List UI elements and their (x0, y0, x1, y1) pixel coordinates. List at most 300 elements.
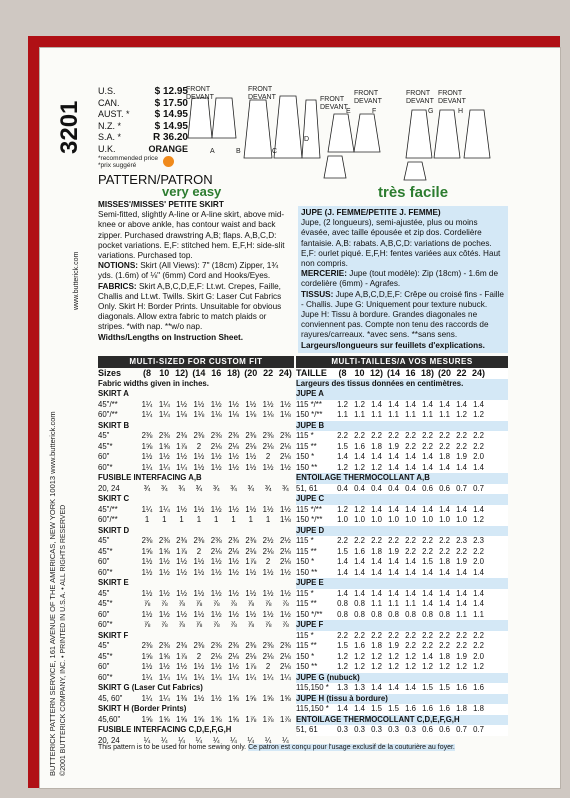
table-cell: 1.4 (388, 567, 399, 577)
table-cell: 0.8 (337, 599, 348, 608)
table-section-label: SKIRT C (98, 494, 130, 503)
table-cell: 2⅛ (279, 557, 291, 566)
row-width-label: 60"/** (98, 515, 118, 524)
table-cell: 1½ (279, 609, 291, 619)
table-cell: 2⅜ (210, 641, 222, 650)
table-cell: 1⅛ (279, 410, 291, 419)
table-cell: 1¼ (210, 672, 222, 682)
table-cell: 1.4 (354, 557, 365, 566)
table-cell: 1 (231, 515, 236, 524)
table-cell: 1.4 (371, 452, 382, 461)
table-cell: 1.2 (388, 651, 399, 661)
table-cell: 1¼ (176, 462, 188, 472)
table-cell: 2.2 (422, 630, 433, 640)
table-cell: 1 (179, 515, 184, 524)
table-cell: 0.3 (371, 725, 382, 734)
table-row (98, 673, 294, 684)
table-cell: 1.9 (456, 452, 467, 461)
table-cell: 2.2 (456, 630, 467, 640)
english-notions: NOTIONS: Skirt (All Views): 7" (18cm) Zipper, 1¾ yds. (1.6m) of ⅛" (6mm) Cord and Hooks/Eyes. (98, 261, 279, 281)
table-cell: 0.8 (354, 599, 365, 608)
table-cell: 1½ (262, 588, 274, 598)
table-cell: 2 (196, 651, 202, 661)
table-cell: ¾ (178, 483, 185, 493)
table-cell: 1.4 (439, 588, 450, 598)
row-width-label: 60" (98, 609, 110, 619)
table-row (98, 694, 294, 705)
table-cell: 1¼ (262, 672, 274, 682)
table-row (98, 662, 294, 673)
table-cell: 1.4 (337, 704, 348, 713)
table-cell: 1.2 (439, 662, 450, 671)
table-cell: ⅞ (161, 599, 168, 608)
table-cell: 2⅜ (245, 431, 257, 440)
table-cell: 1½ (176, 662, 188, 671)
table-cell: 1.4 (371, 588, 382, 598)
table-cell: 1⅝ (210, 714, 222, 724)
table-cell: ⅞ (230, 620, 237, 629)
table-cell: 1½ (245, 462, 257, 472)
table-cell: 0.4 (354, 483, 365, 493)
table-row (98, 715, 294, 726)
table-row (98, 568, 294, 579)
table-cell: 1¼ (141, 504, 153, 514)
english-body: Semi-fitted, slightly A-line or A-line skirt, above mid-knee or above ankle, has contour waist and back zipper. Purchased drawstring A,B; flaps. A,B,C,D: pocket variations. E,F: stitched hem. E,F,H: side-slit variations. Purchased top. (98, 210, 285, 261)
english-widths-note: Widths/Lengths on Instruction Sheet. (98, 332, 244, 342)
table-cell: 1.2 (354, 651, 365, 661)
copyright-line: ©2001 BUTTERICK COMPANY, INC. • PRINTED IN U.S.A. • ALL RIGHTS RESERVED (60, 504, 67, 776)
table-cell: 2 (265, 662, 271, 671)
table-cell: 1.1 (456, 609, 467, 619)
table-cell: 1⅝ (228, 714, 239, 724)
table-cell: 0.3 (337, 725, 348, 734)
table-cell: 1½ (262, 504, 274, 514)
table-cell: 2.2 (439, 546, 450, 556)
table-cell: 1½ (176, 567, 188, 577)
table-section-label: JUPE A (296, 389, 508, 400)
table-cell: 1⅝ (158, 714, 170, 724)
table-cell: 1.4 (388, 557, 399, 566)
row-width-label: 45, 60" (98, 693, 123, 703)
table-cell: 1½ (279, 399, 291, 409)
table-cell: 1.5 (439, 683, 450, 692)
table-cell: ⅞ (178, 599, 185, 608)
row-width-label: 60"* (98, 672, 113, 682)
table-cell: 2.2 (422, 536, 433, 545)
table-cell: 1½ (245, 504, 257, 514)
table-cell: 1.4 (456, 599, 467, 608)
table-cell: 2⅜ (279, 641, 291, 650)
table-row (98, 431, 294, 442)
table-cell: 2.3 (473, 536, 484, 545)
table-cell: 1.2 (371, 651, 382, 661)
table-cell: 1.4 (473, 462, 484, 472)
table-row (98, 463, 294, 474)
table-cell: 1⅝ (262, 693, 274, 703)
table-cell: 1¼ (141, 410, 153, 419)
table-cell: 2.0 (473, 651, 484, 661)
table-row (98, 442, 294, 453)
front-devant-label: FRONT DEVANT (406, 90, 434, 105)
row-width-label: 45,60" (98, 714, 121, 724)
table-cell: 1½ (228, 399, 239, 409)
table-cell: 1.1 (371, 599, 382, 608)
table-cell: 1½ (158, 662, 170, 671)
table-cell: 1.4 (439, 567, 450, 577)
table-cell: 2⅛ (279, 662, 291, 671)
row-width-label: 60" (98, 452, 110, 461)
table-section-label: FUSIBLE INTERFACING C,D,E,F,G,H (98, 725, 232, 734)
table-cell: 2.0 (473, 452, 484, 461)
table-cell: 1.1 (388, 599, 399, 608)
table-row (296, 652, 508, 663)
table-cell: 1.4 (388, 399, 399, 409)
table-cell: 1.6 (422, 704, 433, 713)
table-cell: 1½ (210, 693, 222, 703)
table-row (296, 484, 508, 495)
table-cell: 1.4 (439, 462, 450, 472)
row-width-label: 115 * (296, 536, 314, 545)
table-row (296, 463, 508, 474)
table-cell: 1 (214, 515, 219, 524)
front-devant-label: FRONT DEVANT (248, 86, 276, 101)
table-cell: 2⅜ (176, 536, 188, 545)
table-section-label: JUPE H (tissu à bordure) (296, 694, 508, 705)
sizes-row: TAILLE (8 10 12) (14 16 18) (20 22 24) (296, 368, 485, 378)
table-cell: 1½ (210, 567, 222, 577)
table-cell: 2.2 (439, 536, 450, 545)
table-cell: 1.4 (405, 683, 416, 692)
table-cell: 2½ (262, 536, 274, 545)
table-row (296, 610, 508, 621)
table-cell: 1½ (245, 399, 257, 409)
table-cell: 1⅝ (141, 651, 153, 661)
table-cell: 2.2 (405, 536, 416, 545)
table-cell: 2.2 (405, 630, 416, 640)
table-cell: 1 (248, 515, 253, 524)
table-cell: 1.3 (337, 683, 348, 692)
website-label: www.butterick.com (73, 251, 80, 310)
table-cell: 1.1 (371, 410, 382, 419)
table-cell: 1.4 (422, 452, 433, 461)
row-width-label: 115 ** (296, 546, 317, 556)
table-cell: ¾ (282, 483, 289, 493)
table-cell: 2.2 (473, 441, 484, 451)
french-title: JUPE (J. FEMME/PETITE J. FEMME) (301, 208, 441, 217)
table-cell: 2.2 (473, 431, 484, 440)
table-cell: ¼ (282, 735, 289, 745)
table-cell: 1⅝ (193, 714, 205, 724)
table-cell: 1.4 (337, 588, 348, 598)
table-cell: 2⅛ (210, 441, 222, 451)
table-cell: 2.2 (456, 441, 467, 451)
table-cell: 0.4 (337, 483, 348, 493)
table-cell: 1⅛ (228, 410, 239, 419)
table-cell: 1¼ (158, 399, 170, 409)
table-cell: 1.9 (456, 651, 467, 661)
french-body: Jupe, (2 longueurs), semi-ajustée, plus ou moins évasée, avec taille épousée et zip dos. Cordelière fantaisie. A,B: rabats. A,B,C,D: variations de poches. E,F: ourlet piqué. E,F,H: fentes variées aux côtés. Haut non compris. (301, 218, 501, 269)
table-cell: 0.8 (354, 609, 365, 619)
table-cell: 2⅛ (262, 546, 274, 556)
table-cell: ⅞ (143, 599, 151, 608)
table-section-label: JUPE G (nubuck) (296, 673, 508, 684)
orange-price-dot (163, 156, 174, 167)
pattern-label: PATTERN/PATRON (98, 172, 213, 187)
table-section-label: ENTOILAGE THERMOCOLLANT A,B (296, 473, 508, 484)
table-row (296, 725, 508, 736)
table-cell: ¼ (230, 735, 237, 745)
table-section-label: JUPE C (296, 494, 508, 505)
table-row (296, 589, 508, 600)
table-cell: 1.4 (456, 462, 467, 472)
footer-note (98, 744, 508, 751)
table-cell: 0.8 (422, 609, 433, 619)
table-cell: 1.4 (473, 399, 484, 409)
table-cell: 1½ (193, 693, 205, 703)
table-cell: 0.6 (439, 483, 450, 493)
french-description (298, 206, 508, 353)
row-width-label: 150 ** (296, 462, 318, 472)
row-width-label: 150 ** (296, 567, 318, 577)
table-cell: ¾ (161, 483, 168, 493)
table-cell: 1.8 (439, 557, 450, 566)
table-cell: 1½ (141, 567, 153, 577)
table-cell: 1½ (228, 452, 239, 461)
table-cell: 1½ (176, 588, 188, 598)
table-cell: ¼ (212, 735, 220, 745)
row-width-label: 45" (98, 536, 110, 545)
table-cell: 2⅜ (210, 431, 222, 440)
row-width-label: 115 ** (296, 441, 317, 451)
table-cell: 2 (265, 452, 271, 461)
french-mercerie: MERCERIE: Jupe (tout modèle): Zip (18cm) - 1.6m de cordelière (6mm) - Agrafes. (301, 269, 499, 289)
table-cell: 1⅛ (279, 515, 291, 524)
table-cell: 1.2 (422, 662, 433, 671)
table-cell: ¾ (195, 483, 203, 493)
table-cell: 1.8 (439, 651, 450, 661)
table-cell: 2⅛ (262, 651, 274, 661)
table-cell: ¼ (178, 735, 185, 745)
row-width-label: 150 */** (296, 515, 323, 524)
table-cell: 1½ (158, 609, 170, 619)
price-list (98, 86, 188, 155)
table-cell: 2.2 (456, 546, 467, 556)
front-devant-label: FRONT DEVANT (186, 86, 214, 101)
table-cell: 1.9 (388, 441, 399, 451)
table-cell: ¾ (264, 483, 272, 493)
table-cell: ¾ (230, 483, 237, 493)
table-cell: 1 (162, 515, 167, 524)
row-width-label: 60" (98, 557, 110, 566)
row-width-label: 115 * (296, 588, 314, 598)
table-cell: 1.4 (371, 504, 382, 514)
table-cell: 1.2 (354, 462, 365, 472)
table-row (98, 547, 294, 558)
table-cell: 1.8 (473, 704, 484, 713)
table-cell: 1.4 (422, 567, 433, 577)
view-label-a: A (210, 148, 215, 155)
skirt-sketch-f (354, 114, 380, 152)
table-cell: 2⅛ (279, 651, 291, 661)
table-cell: 2.2 (439, 641, 450, 650)
table-cell: 1.2 (354, 504, 365, 514)
table-cell: 2⅜ (141, 641, 153, 650)
table-row (98, 641, 294, 652)
table-cell: 2.2 (337, 431, 348, 440)
table-cell: 1¼ (158, 462, 170, 472)
table-cell: 1.0 (337, 515, 348, 524)
table-cell: 2.2 (405, 546, 416, 556)
table-cell: 1⅝ (158, 651, 170, 661)
table-cell: 1.6 (354, 441, 365, 451)
table-cell: 1.5 (337, 546, 348, 556)
table-row (296, 536, 508, 547)
table-cell: 1½ (279, 567, 291, 577)
table-cell: 0.4 (371, 483, 382, 493)
view-label-e: E (346, 108, 351, 115)
table-cell: 1⅛ (193, 410, 205, 419)
table-cell: 1.9 (388, 641, 399, 650)
skirt-sketch-e (328, 114, 354, 152)
table-row (98, 652, 294, 663)
skirt-sketch-h (434, 110, 460, 158)
view-label-b: B (236, 148, 241, 155)
table-cell: 2.2 (473, 546, 484, 556)
table-cell: 2.2 (422, 431, 433, 440)
table-cell: 1½ (245, 609, 257, 619)
table-cell: 1½ (193, 462, 205, 472)
table-cell: 1.4 (405, 504, 416, 514)
table-cell: 1.2 (405, 662, 416, 671)
table-cell: 1.1 (439, 410, 450, 419)
table-cell: 2⅛ (279, 441, 291, 451)
table-cell: 1.4 (388, 452, 399, 461)
table-cell: 1¼ (158, 693, 170, 703)
table-cell: 1.2 (337, 399, 348, 409)
table-cell: 1.9 (388, 546, 399, 556)
table-cell: 1¼ (176, 672, 188, 682)
table-row (98, 610, 294, 621)
table-cell: 2⅛ (210, 546, 222, 556)
table-cell: 1½ (158, 588, 170, 598)
price-row: U.S. $ 12.95 (98, 86, 188, 97)
table-cell: 1.4 (456, 399, 467, 409)
table-cell: 0.8 (371, 609, 382, 619)
table-cell: 1.2 (371, 662, 382, 671)
table-section-label: SKIRT D (98, 525, 130, 535)
table-cell: 2⅜ (245, 641, 257, 650)
table-cell: 1⅝ (141, 546, 153, 556)
technical-sketches (182, 86, 512, 186)
row-width-label: 60"* (98, 620, 113, 629)
table-cell: 1.0 (456, 515, 467, 524)
row-width-label: 45" (98, 431, 110, 440)
table-cell: 1¼ (158, 504, 170, 514)
table-cell: 1⅞ (176, 441, 188, 451)
table-cell: 0.8 (439, 609, 450, 619)
table-cell: 1½ (141, 662, 153, 671)
table-cell: 1.0 (405, 515, 416, 524)
table-cell: 2⅜ (141, 536, 153, 545)
view-label-f: F (372, 108, 377, 115)
table-cell: 2⅜ (141, 431, 153, 440)
row-width-label: 115,150 * (296, 704, 329, 713)
skirt-sketch-g-back (404, 162, 426, 180)
table-cell: 1.6 (439, 704, 450, 713)
table-cell: 1.4 (388, 462, 399, 472)
table-cell: 2.2 (422, 441, 433, 451)
table-cell: 2.2 (439, 441, 450, 451)
table-cell: 1½ (176, 452, 188, 461)
table-cell: ⅞ (282, 599, 289, 608)
table-section-label: JUPE E (296, 578, 508, 589)
table-cell: 2⅜ (193, 536, 205, 545)
table-cell: 1.9 (456, 557, 467, 566)
table-cell: 0.8 (388, 609, 399, 619)
skirt-sketch-h-back (464, 110, 490, 158)
table-cell: 1½ (141, 452, 153, 461)
row-width-label: 45"* (98, 546, 113, 556)
table-cell: 1.4 (473, 599, 484, 608)
table-cell: 1¼ (193, 672, 205, 682)
table-row (98, 515, 294, 526)
table-row (98, 557, 294, 568)
table-cell: ¼ (195, 735, 203, 745)
table-cell: ¾ (212, 483, 220, 493)
table-cell: 1.4 (422, 651, 433, 661)
table-cell: 2⅜ (176, 641, 188, 650)
table-cell: 2.2 (405, 641, 416, 650)
table-cell: 0.8 (337, 609, 348, 619)
row-width-label: 115 ** (296, 599, 317, 608)
table-cell: ¼ (161, 735, 168, 745)
table-cell: 2⅛ (228, 546, 239, 556)
table-cell: 1⅞ (176, 546, 188, 556)
tres-facile-label: très facile (378, 184, 449, 201)
table-cell: 1.2 (337, 662, 348, 671)
table-cell: 1.4 (422, 399, 433, 409)
table-cell: 1.2 (337, 462, 348, 472)
table-section-label: SKIRT B (98, 420, 130, 430)
table-cell: 1.1 (354, 410, 365, 419)
table-row (296, 452, 508, 463)
view-label-h: H (458, 108, 464, 115)
table-cell: 1⅞ (279, 714, 291, 724)
table-cell: 1.2 (354, 399, 365, 409)
table-row (296, 431, 508, 442)
front-devant-label: FRONT DEVANT (320, 96, 348, 111)
recommended-price-note: *recommended price *prix suggéré (98, 155, 158, 169)
row-width-label: 20, 24 (98, 735, 120, 745)
table-cell: 2.0 (473, 557, 484, 566)
yardage-table-french (296, 356, 508, 736)
table-cell: 1½ (210, 609, 222, 619)
footer-french: Ce patron est conçu pour l'usage exclusif de la couturière au foyer. (248, 744, 455, 751)
table-cell: ⅞ (282, 620, 289, 629)
table-cell: 2⅜ (228, 431, 239, 440)
table-cell: 2.2 (354, 536, 365, 545)
row-width-label: 60" (98, 662, 110, 671)
row-width-label: 150 */** (296, 410, 323, 419)
table-cell: 1½ (210, 452, 222, 461)
table-cell: 1½ (193, 609, 205, 619)
table-row (98, 452, 294, 463)
row-width-label: 51, 61 (296, 483, 318, 493)
table-cell: 1½ (193, 662, 205, 671)
table-cell: 1.4 (405, 399, 416, 409)
table-cell: 2⅜ (279, 431, 291, 440)
table-cell: 1½ (193, 557, 205, 566)
